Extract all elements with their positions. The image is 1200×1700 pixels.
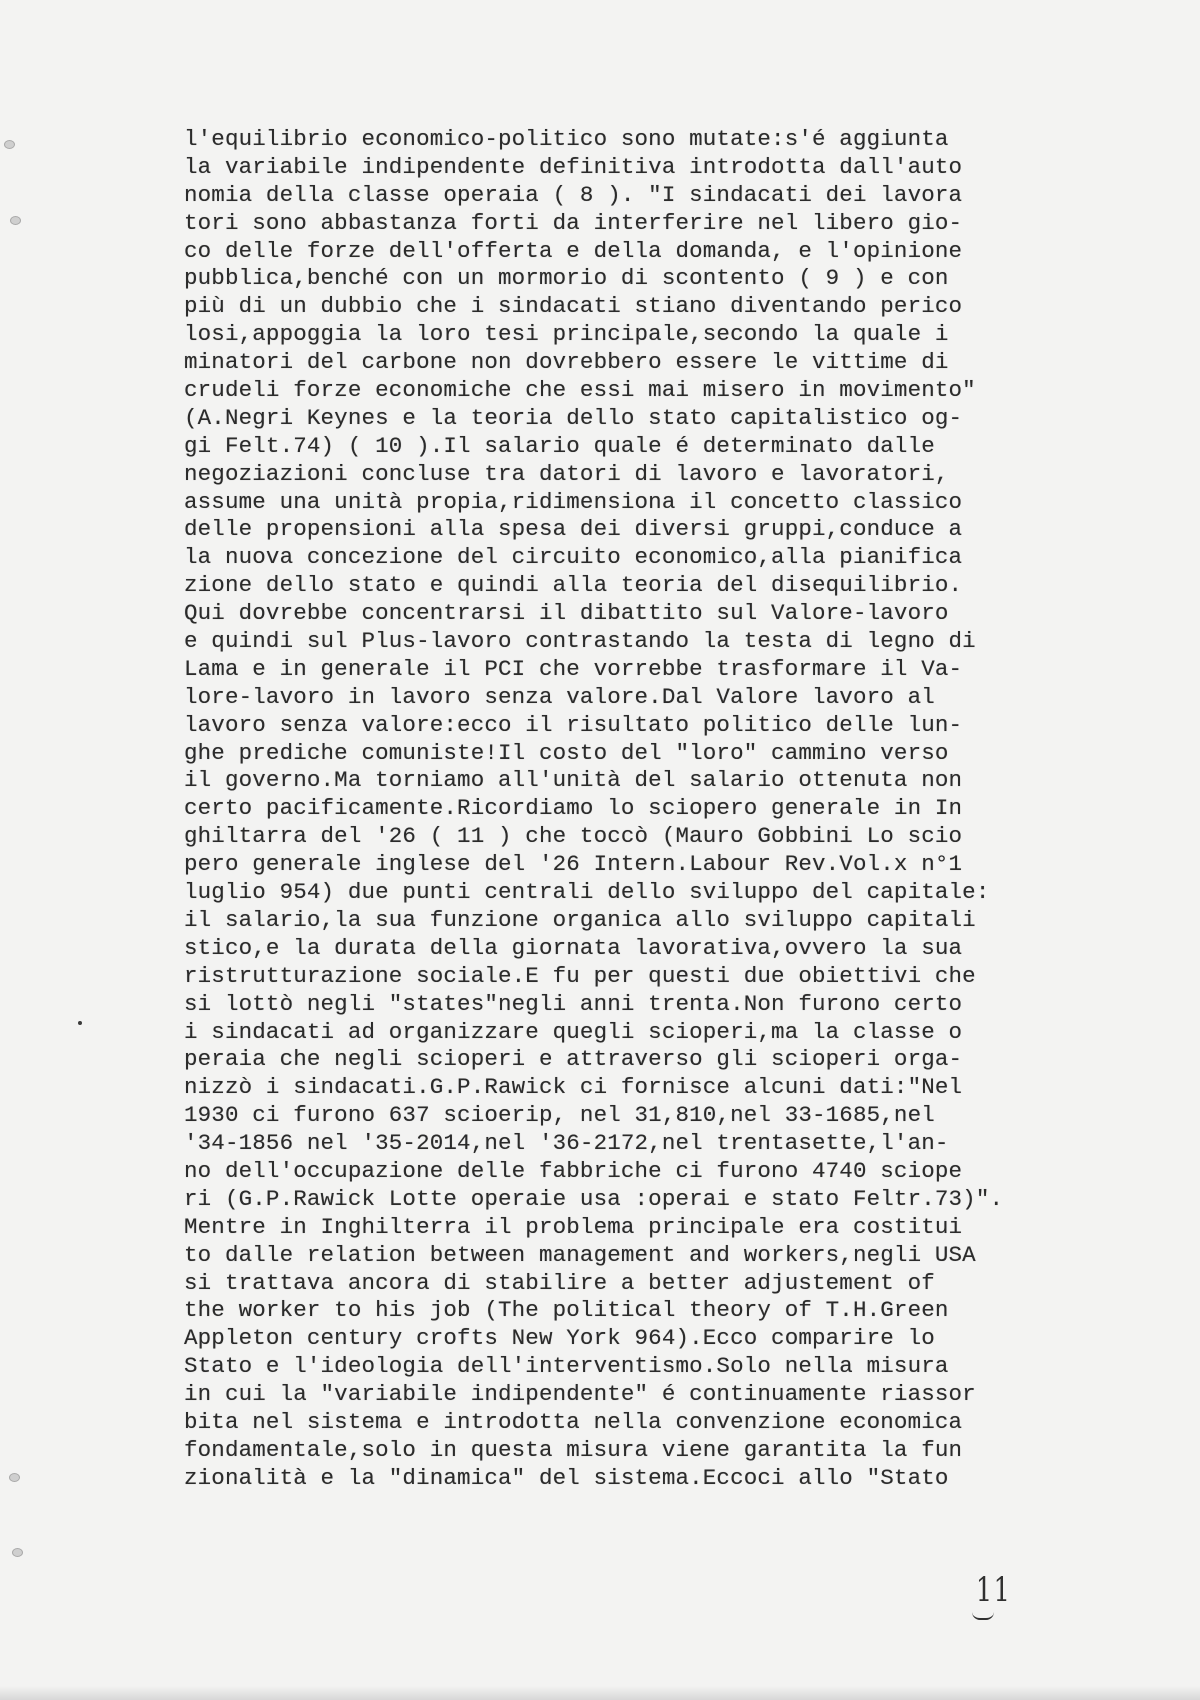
text-line: '34-1856 nel '35-2014,nel '36-2172,nel trentasette,l'an- <box>184 1130 949 1157</box>
text-line: la nuova concezione del circuito economico,alla pianifica <box>184 544 963 571</box>
text-line: zione dello stato e quindi alla teoria del disequilibrio. <box>184 572 963 599</box>
text-line: minatori del carbone non dovrebbero essere le vittime di <box>184 349 949 376</box>
text-line: ri (G.P.Rawick Lotte operaie usa :operai e stato Feltr.73)". <box>184 1185 1004 1212</box>
text-line: 1930 ci furono 637 scioerip, nel 31,810,nel 33-1685,nel <box>184 1102 935 1129</box>
ink-speck <box>78 1021 82 1025</box>
text-line: assume una unità propia,ridimensiona il concetto classico <box>184 488 963 515</box>
text-line: Stato e l'ideologia dell'interventismo.Solo nella misura <box>184 1353 949 1380</box>
text-line: i sindacati ad organizzare quegli scioperi,ma la classe o <box>184 1018 963 1045</box>
punch-hole <box>10 216 21 225</box>
text-line: ghiltarra del '26 ( 11 ) che toccò (Mauro Gobbini Lo scio <box>184 823 963 850</box>
text-line: to dalle relation between management and workers,negli USA <box>184 1241 976 1268</box>
punch-hole <box>4 140 15 149</box>
text-line: più di un dubbio che i sindacati stiano diventando perico <box>184 293 963 320</box>
text-line: co delle forze dell'offerta e della domanda, e l'opinione <box>184 237 963 264</box>
text-line: Qui dovrebbe concentrarsi il dibattito sul Valore-lavoro <box>184 600 949 627</box>
text-line: l'equilibrio economico-politico sono mutate:s'é aggiunta <box>184 126 949 152</box>
text-line: fondamentale,solo in questa misura viene garantita la fun <box>184 1436 963 1463</box>
text-line: certo pacificamente.Ricordiamo lo sciopero generale in In <box>184 795 963 822</box>
text-line: crudeli forze economiche che essi mai misero in movimento" <box>184 377 976 404</box>
text-line: si lottò negli "states"negli anni trenta.Non furono certo <box>184 990 963 1017</box>
text-line: pero generale inglese del '26 Intern.Labour Rev.Vol.x n°1 <box>184 851 963 878</box>
text-line: e quindi sul Plus-lavoro contrastando la testa di legno di <box>184 628 976 655</box>
text-line: ristrutturazione sociale.E fu per questi due obiettivi che <box>184 962 976 989</box>
text-line: the worker to his job (The political theory of T.H.Green <box>184 1297 949 1324</box>
text-line: losi,appoggia la loro tesi principale,secondo la quale i <box>184 321 949 348</box>
text-line: Mentre in Inghilterra il problema principale era costitui <box>184 1213 963 1240</box>
text-line: negoziazioni concluse tra datori di lavoro e lavoratori, <box>184 460 949 487</box>
text-line: si trattava ancora di stabilire a better adjustement of <box>184 1269 935 1296</box>
text-line: nomia della classe operaia ( 8 ). "I sindacati dei lavora <box>184 181 963 208</box>
text-line: tori sono abbastanza forti da interferire nel libero gio- <box>184 209 963 236</box>
text-line: Appleton century crofts New York 964).Ecco comparire lo <box>184 1325 935 1352</box>
text-line: gi Felt.74) ( 10 ).Il salario quale é determinato dalle <box>184 432 935 459</box>
text-line: Lama e in generale il PCI che vorrebbe trasformare il Va- <box>184 655 963 682</box>
text-line: peraia che negli scioperi e attraverso gli scioperi orga- <box>184 1046 963 1073</box>
text-line: delle propensioni alla spesa dei diversi gruppi,conduce a <box>184 516 963 543</box>
page-number: 11 <box>975 1570 1012 1610</box>
text-line: lore-lavoro in lavoro senza valore.Dal Valore lavoro al <box>184 683 935 710</box>
text-line: la variabile indipendente definitiva introdotta dall'auto <box>184 153 963 180</box>
text-line: lavoro senza valore:ecco il risultato politico delle lun- <box>184 711 963 738</box>
page-number-underline <box>972 1612 994 1620</box>
text-line: pubblica,benché con un mormorio di scontento ( 9 ) e con <box>184 265 949 292</box>
text-line: ghe prediche comuniste!Il costo del "loro" cammino verso <box>184 739 949 766</box>
text-line: zionalità e la "dinamica" del sistema.Eccoci allo "Stato <box>184 1464 949 1491</box>
text-line: stico,e la durata della giornata lavorativa,ovvero la sua <box>184 934 963 961</box>
text-line: bita nel sistema e introdotta nella convenzione economica <box>184 1408 963 1435</box>
text-line: il salario,la sua funzione organica allo sviluppo capitali <box>184 906 976 933</box>
text-line: no dell'occupazione delle fabbriche ci furono 4740 sciope <box>184 1157 963 1184</box>
page-edge-shadow <box>0 1686 1200 1700</box>
punch-hole <box>9 1473 20 1482</box>
text-line: luglio 954) due punti centrali dello sviluppo del capitale: <box>184 879 990 906</box>
text-line: il governo.Ma torniamo all'unità del salario ottenuta non <box>184 767 963 794</box>
text-line: (A.Negri Keynes e la teoria dello stato capitalistico og- <box>184 404 963 431</box>
body-text <box>184 126 1184 1493</box>
text-line: in cui la "variabile indipendente" é continuamente riassor <box>184 1381 976 1408</box>
text-line: nizzò i sindacati.G.P.Rawick ci fornisce alcuni dati:"Nel <box>184 1074 963 1101</box>
punch-hole <box>12 1548 23 1557</box>
